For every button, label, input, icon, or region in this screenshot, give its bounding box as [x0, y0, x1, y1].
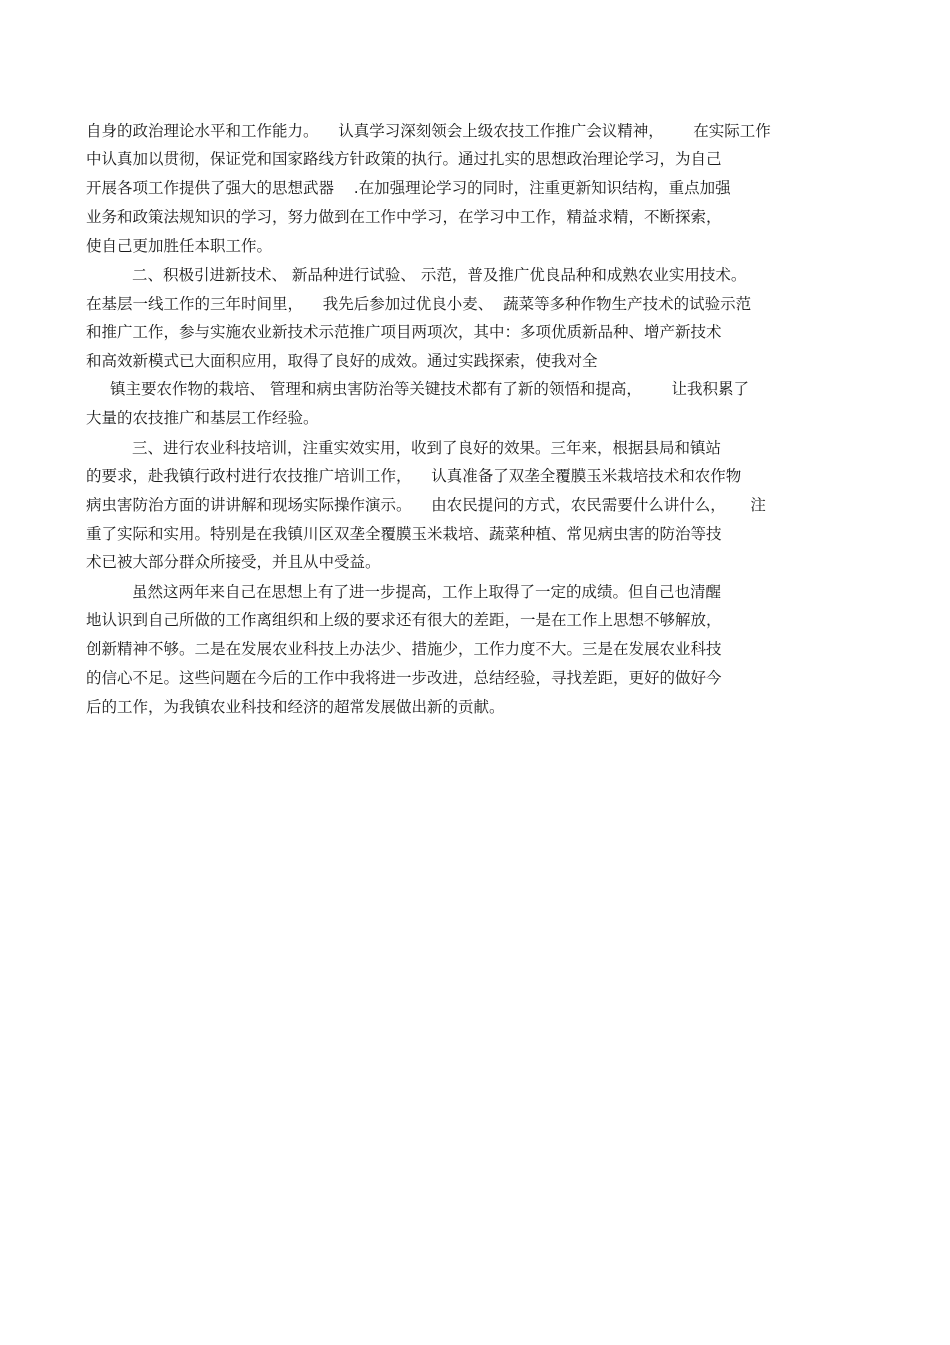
- paragraph-1-line-3: 开展各项工作提供了强大的思想武器 .在加强理论学习的同时，注重更新知识结构，重点加强: [86, 179, 731, 197]
- paragraph-2-line-4: 和高效新模式已大面积应用，取得了良好的成效。通过实践探索，使我对全: [86, 352, 598, 370]
- paragraph-3-line-4: 重了实际和实用。特别是在我镇川区双垄全覆膜玉米栽培、蔬菜种植、常见病虫害的防治等技: [86, 525, 722, 543]
- paragraph-3-line-3: 病虫害防治方面的讲讲解和现场实际操作演示。 由农民提问的方式，农民需要什么讲什么， 注: [86, 496, 766, 514]
- paragraph-1-line-1: 自身的政治理论水平和工作能力。 认真学习深刻领会上级农技工作推广会议精神， 在实际工作: [86, 122, 771, 140]
- paragraph-2-line-3: 和推广工作，参与实施农业新技术示范推广项目两项次，其中：多项优质新品种、增产新技术: [86, 323, 722, 341]
- paragraph-3-line-1: 三、进行农业科技培训，注重实效实用，收到了良好的效果。三年来，根据县局和镇站: [132, 439, 722, 457]
- paragraph-1-line-5: 使自己更加胜任本职工作。: [86, 237, 273, 255]
- paragraph-4-line-2: 地认识到自己所做的工作离组织和上级的要求还有很大的差距，一是在工作上思想不够解放，: [86, 611, 722, 629]
- paragraph-4-line-5: 后的工作，为我镇农业科技和经济的超常发展做出新的贡献。: [86, 698, 505, 716]
- paragraph-2-line-1: 二、积极引进新技术、 新品种进行试验、 示范，普及推广优良品种和成熟农业实用技术。: [132, 266, 747, 284]
- paragraph-4-line-3: 创新精神不够。二是在发展农业科技上办法少、措施少，工作力度不大。三是在发展农业科技: [86, 640, 722, 658]
- paragraph-2-line-2: 在基层一线工作的三年时间里， 我先后参加过优良小麦、 蔬菜等多种作物生产技术的试验示范: [86, 295, 752, 313]
- paragraph-3-line-5: 术已被大部分群众所接受，并且从中受益。: [86, 553, 381, 571]
- paragraph-1-line-4: 业务和政策法规知识的学习，努力做到在工作中学习，在学习中工作，精益求精，不断探索，: [86, 208, 722, 226]
- paragraph-4-line-1: 虽然这两年来自己在思想上有了进一步提高，工作上取得了一定的成绩。但自己也清醒: [132, 583, 722, 601]
- paragraph-2-line-6: 大量的农技推广和基层工作经验。: [86, 409, 319, 427]
- paragraph-3-line-2: 的要求，赴我镇行政村进行农技推广培训工作， 认真准备了双垄全覆膜玉米栽培技术和农作物: [86, 467, 742, 485]
- paragraph-2-line-5: 镇主要农作物的栽培、 管理和病虫害防治等关键技术都有了新的领悟和提高， 让我积累了: [110, 380, 749, 398]
- paragraph-4-line-4: 的信心不足。这些问题在今后的工作中我将进一步改进，总结经验，寻找差距，更好的做好今: [86, 669, 722, 687]
- paragraph-1-line-2: 中认真加以贯彻，保证党和国家路线方针政策的执行。通过扎实的思想政治理论学习，为自己: [86, 150, 722, 168]
